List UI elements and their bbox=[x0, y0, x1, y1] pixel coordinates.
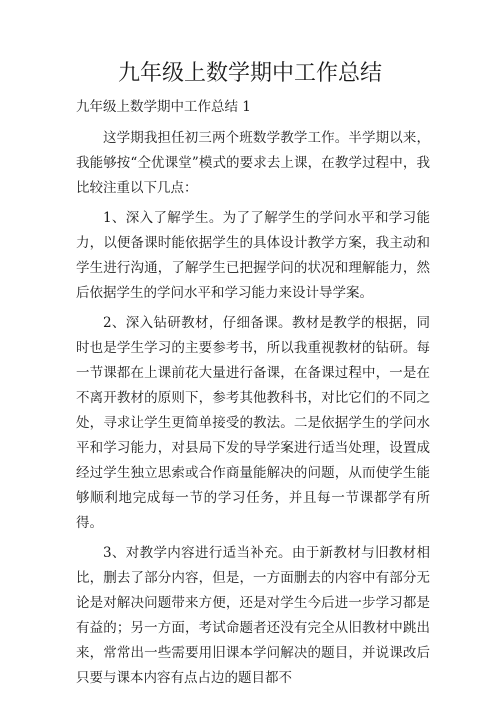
document-title: 九年级上数学期中工作总结 bbox=[117, 61, 382, 86]
paragraph-point-1: 1、深入了解学生。为了了解学生的学问水平和学习能力，以便备课时能依据学生的具体设计教学方案，我主动和学生进行沟通，了解学生已把握学问的状况和理解能力，然后依据学生的学问水平和学习能力来设计导学案。 bbox=[76, 210, 430, 301]
section-heading: 九年级上数学期中工作总结 1 bbox=[76, 99, 251, 115]
paragraph-point-2: 2、深入钻研教材，仔细备课。教材是教学的根据，同时也是学生学习的主要参考书，所以我重视教材的钻研。每一节课都在上课前花大量进行备课，在备课过程中，一是在不离开教材的原则下，参考其他教科书，对比它们的不同之处，寻求让学生更简单接受的教法。二是依据学生的学问水平和学习能力，对县局下发的导学案进行适当处理，设置成经过学生独立思索或合作商量能解决的问题，从而使学生能够顺利地完成每一节的学习任务，并且每一节课都学有所得。 bbox=[76, 315, 430, 531]
document-body bbox=[76, 96, 430, 696]
paragraph-point-3: 3、对教学内容进行适当补充。由于新教材与旧教材相比，删去了部分内容，但是，一方面删去的内容中有部分无论是对解决问题带来方便，还是对学生今后进一步学习都是有益的；另一方面，考试命题者还没有完全从旧教材中跳出来，常常出一些需要用旧课本学问解决的题目，并说课改后只要与课本内容有点占边的题目都不 bbox=[76, 545, 430, 686]
paragraph-intro: 这学期我担任初三两个班数学教学工作。半学期以来，我能够按“仝优课堂”模式的要求去上课，在教学过程中，我比较注重以下几点： bbox=[76, 130, 430, 196]
